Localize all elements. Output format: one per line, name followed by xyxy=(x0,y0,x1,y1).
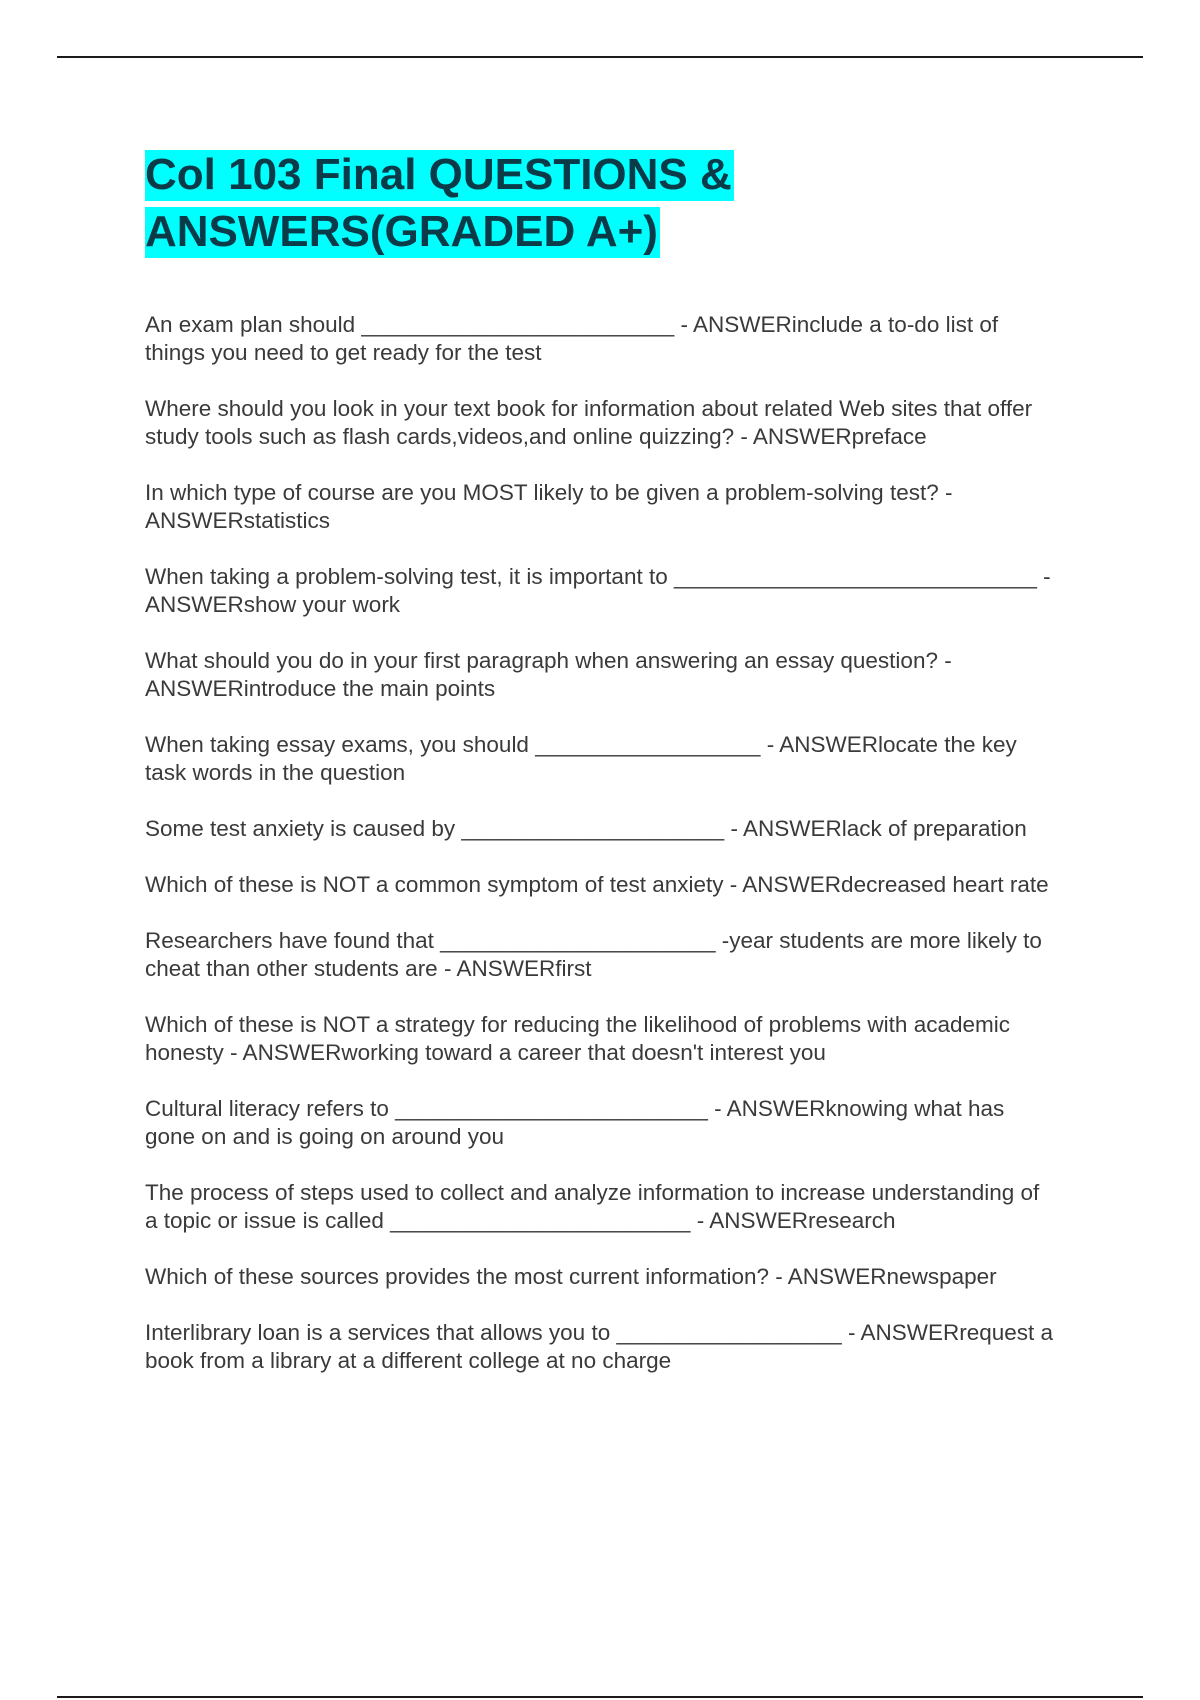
qa-item: Some test anxiety is caused by _____________________ - ANSWERlack of preparation xyxy=(145,816,1027,841)
qa-item: When taking essay exams, you should __________________ - ANSWERlocate the key task words in the question xyxy=(145,732,1017,785)
qa-list xyxy=(145,311,1055,1403)
qa-item: Cultural literacy refers to _________________________ - ANSWERknowing what has gone on and is going on around you xyxy=(145,1096,1005,1149)
qa-item: Where should you look in your text book for information about related Web sites that offer study tools such as flash cards,videos,and online quizzing? - ANSWERpreface xyxy=(145,396,1033,449)
document-title xyxy=(145,146,1045,260)
qa-item: Interlibrary loan is a services that allows you to __________________ - ANSWERrequest a book from a library at a different college at no charge xyxy=(145,1320,1054,1373)
qa-item: When taking a problem-solving test, it is important to _____________________________ - ANSWERshow your work xyxy=(145,564,1051,617)
qa-item: Which of these sources provides the most current information? - ANSWERnewspaper xyxy=(145,1264,997,1289)
qa-item: Researchers have found that ______________________ -year students are more likely to cheat than other students are - ANSWERfirst xyxy=(145,928,1042,981)
qa-item: An exam plan should _________________________ - ANSWERinclude a to-do list of things you need to get ready for the test xyxy=(145,312,999,365)
qa-item: Which of these is NOT a strategy for reducing the likelihood of problems with academic honesty - ANSWERworking toward a career that doesn't interest you xyxy=(145,1012,1010,1065)
qa-item: Which of these is NOT a common symptom of test anxiety - ANSWERdecreased heart rate xyxy=(145,872,1049,897)
qa-item: In which type of course are you MOST likely to be given a problem-solving test? - ANSWERstatistics xyxy=(145,480,953,533)
qa-item: What should you do in your first paragraph when answering an essay question? - ANSWERintroduce the main points xyxy=(145,648,952,701)
bottom-rule xyxy=(57,1696,1143,1698)
title-highlight: Col 103 Final QUESTIONS & ANSWERS(GRADED A+) xyxy=(145,150,732,256)
qa-item: The process of steps used to collect and analyze information to increase understanding of a topic or issue is called ________________________ - ANSWERresearch xyxy=(145,1180,1040,1233)
top-rule xyxy=(57,56,1143,58)
